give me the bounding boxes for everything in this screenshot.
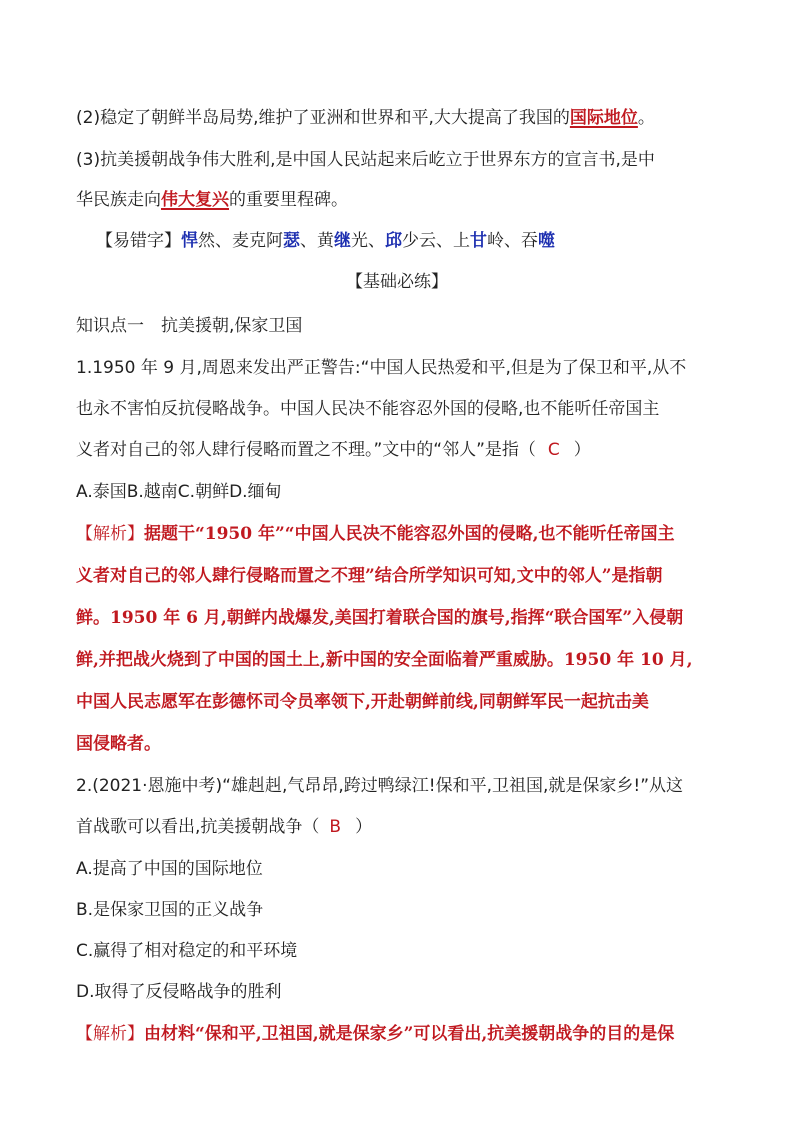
- question-1-line-3: 义者对自己的邻人肆行侵略而置之不理。”文中的“邻人”是指（ C ）: [76, 440, 591, 460]
- question-2-option-d: D.取得了反侵略战争的胜利: [76, 982, 282, 1002]
- explanation-label: 【解析】: [76, 1024, 144, 1044]
- question-1-explanation-line-6: 国侵略者。: [76, 734, 161, 754]
- question-2-explanation-line-1: 【解析】由材料“保和平,卫祖国,就是保家乡”可以看出,抗美援朝战争的目的是保: [76, 1024, 675, 1044]
- point-3-line-1: (3)抗美援朝战争伟大胜利,是中国人民站起来后屹立于世界东方的宣言书,是中: [76, 150, 655, 170]
- explanation-label: 【解析】: [76, 524, 144, 544]
- question-1-explanation-line-5: 中国人民志愿军在彭德怀司令员率领下,开赴朝鲜前线,同朝鲜军民一起抗击美: [76, 692, 649, 712]
- question-1-explanation-line-2: 义者对自己的邻人肆行侵略而置之不理”结合所学知识可知,文中的邻人”是指朝: [76, 566, 663, 586]
- question-2-option-a: A.提高了中国的国际地位: [76, 859, 263, 879]
- question-1-explanation-line-3: 鲜。1950 年 6 月,朝鲜内战爆发,美国打着联合国的旗号,指挥“联合国军”入侵朝: [76, 608, 684, 628]
- question-2-option-b: B.是保家卫国的正义战争: [76, 900, 264, 920]
- typo-label: 【易错字】: [96, 231, 181, 251]
- question-2-line-1: 2.(2021·恩施中考)“雄赳赳,气昂昂,跨过鸭绿江!保和平,卫祖国,就是保家乡!”从这: [76, 776, 684, 796]
- question-2-option-c: C.赢得了相对稳定的和平环境: [76, 941, 298, 961]
- question-1-explanation-line-1: 【解析】据题干“1950 年”“中国人民决不能容忍外国的侵略,也不能听任帝国主: [76, 524, 675, 544]
- knowledge-point-heading: 知识点一 抗美援朝,保家卫国: [76, 316, 303, 336]
- question-1-answer: C: [547, 440, 560, 460]
- keyword-great-rejuvenation: 伟大复兴: [161, 190, 229, 210]
- question-1-explanation-line-4: 鲜,并把战火烧到了中国的国土上,新中国的安全面临着严重威胁。1950 年 10 月,: [76, 650, 693, 670]
- section-title: 【基础必练】: [346, 272, 448, 292]
- question-1-line-1: 1.1950 年 9 月,周恩来发出严正警告:“中国人民热爱和平,但是为了保卫和平,从不: [76, 358, 687, 378]
- point-2-line: (2)稳定了朝鲜半岛局势,维护了亚洲和世界和平,大大提高了我国的国际地位。: [76, 108, 655, 128]
- question-1-line-2: 也永不害怕反抗侵略战争。中国人民决不能容忍外国的侵略,也不能听任帝国主: [76, 399, 660, 419]
- keyword-international-status: 国际地位: [569, 108, 638, 128]
- question-2-answer: B: [329, 817, 342, 837]
- question-2-line-2: 首战歌可以看出,抗美援朝战争（ B ）: [76, 817, 373, 837]
- typo-characters-line: 【易错字】悍然、麦克阿瑟、黄继光、邱少云、上甘岭、吞噬: [96, 231, 555, 251]
- question-1-options: A.泰国B.越南C.朝鲜D.缅甸: [76, 482, 282, 502]
- point-3-line-2: 华民族走向伟大复兴的重要里程碑。: [76, 190, 348, 210]
